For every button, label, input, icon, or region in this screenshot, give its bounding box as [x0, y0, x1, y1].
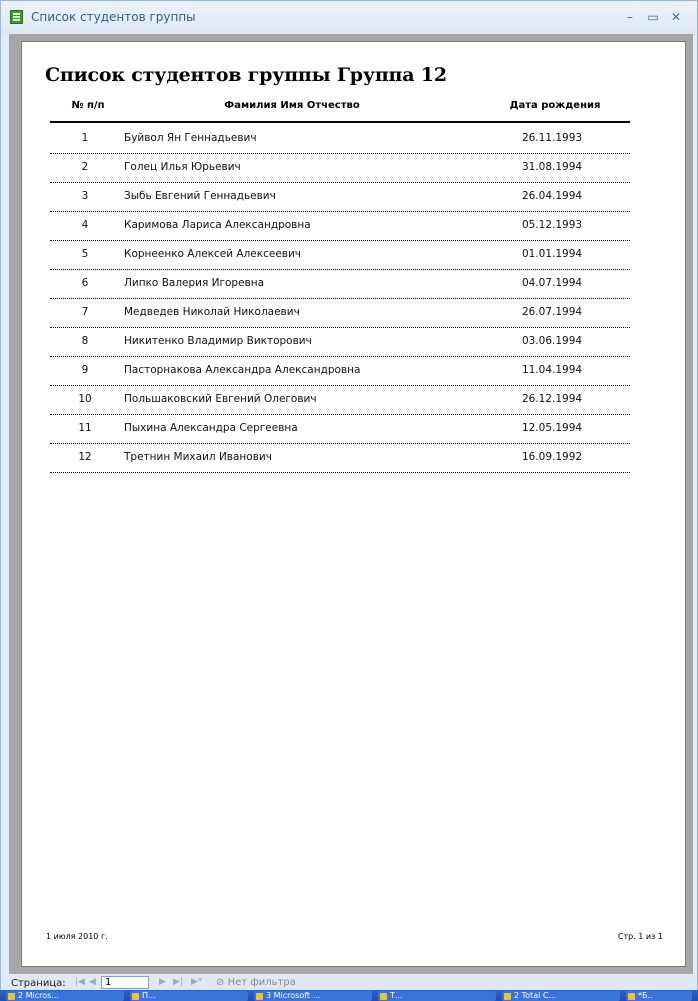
next-page-button[interactable]: ▶ [159, 977, 166, 987]
header-divider [50, 121, 630, 123]
minimize-button[interactable]: – [627, 10, 633, 24]
student-name: Польшаковский Евгений Олегович [124, 393, 317, 405]
row-number: 11 [78, 422, 92, 434]
birth-date: 04.07.1994 [521, 277, 583, 289]
birth-date: 16.09.1992 [521, 451, 583, 463]
student-table [50, 125, 630, 473]
taskbar [0, 990, 698, 1001]
report-footer-date: 1 июля 2010 г. [46, 932, 108, 941]
report-page [21, 41, 686, 967]
birth-date: 05.12.1993 [521, 219, 583, 231]
table-row [50, 415, 630, 444]
report-icon [10, 10, 23, 24]
student-name: Липко Валерия Игоревна [124, 277, 265, 289]
column-header-birthdate: Дата рождения [509, 100, 601, 111]
table-row [50, 357, 630, 386]
student-name: Корнеенко Алексей Алексеевич [124, 248, 301, 260]
row-number: 10 [78, 393, 92, 405]
last-page-button[interactable]: ▶| [173, 977, 183, 987]
filter-label: Нет фильтра [227, 977, 296, 988]
student-name: Пыхина Александра Сергеевна [124, 422, 298, 434]
column-header-name: Фамилия Имя Отчество [224, 100, 360, 111]
column-header-number: № п/п [71, 100, 105, 111]
table-row [50, 270, 630, 299]
first-page-button[interactable]: |◀ [75, 977, 85, 987]
row-number: 4 [81, 219, 89, 231]
table-row [50, 125, 630, 154]
table-row [50, 183, 630, 212]
report-title: Список студентов группы Группа 12 [45, 64, 447, 86]
table-row [50, 212, 630, 241]
row-number: 9 [81, 364, 89, 376]
row-number: 12 [78, 451, 92, 463]
student-name: Каримова Лариса Александровна [124, 219, 311, 231]
taskbar-item[interactable]: 2 Total C... [502, 991, 620, 1001]
row-number: 5 [81, 248, 89, 260]
student-name: Буйвол Ян Геннадьевич [124, 132, 257, 144]
birth-date: 26.07.1994 [521, 306, 583, 318]
table-row [50, 386, 630, 415]
new-record-button[interactable]: ▶* [191, 977, 203, 987]
page-number-input[interactable] [101, 976, 149, 989]
print-preview-area [9, 34, 693, 974]
birth-date: 12.05.1994 [521, 422, 583, 434]
row-number: 1 [81, 132, 89, 144]
row-number: 3 [81, 190, 89, 202]
prev-page-button[interactable]: ◀ [89, 977, 96, 987]
table-row [50, 154, 630, 183]
birth-date: 03.06.1994 [521, 335, 583, 347]
row-number: 2 [81, 161, 89, 173]
window-title: Список студентов группы [31, 10, 196, 24]
taskbar-item[interactable]: 3 Microsoft ... [254, 991, 372, 1001]
birth-date: 26.11.1993 [521, 132, 583, 144]
table-row [50, 444, 630, 473]
table-row [50, 241, 630, 270]
birth-date: 26.12.1994 [521, 393, 583, 405]
title-bar [1, 1, 697, 35]
taskbar-item[interactable]: 2 Micros... [6, 991, 124, 1001]
birth-date: 31.08.1994 [521, 161, 583, 173]
taskbar-item[interactable]: П... [130, 991, 248, 1001]
row-number: 7 [81, 306, 89, 318]
student-name: Третнин Михаил Иванович [124, 451, 272, 463]
filter-status[interactable] [216, 977, 296, 988]
taskbar-item[interactable]: Т... [378, 991, 496, 1001]
birth-date: 11.04.1994 [521, 364, 583, 376]
row-number: 6 [81, 277, 89, 289]
student-name: Голец Илья Юрьевич [124, 161, 241, 173]
taskbar-item[interactable]: *Б.. [626, 991, 692, 1001]
student-name: Зыбь Евгений Геннадьевич [124, 190, 276, 202]
birth-date: 01.01.1994 [521, 248, 583, 260]
maximize-button[interactable]: ▭ [647, 10, 659, 24]
report-footer-page: Стр. 1 из 1 [617, 932, 663, 941]
row-number: 8 [81, 335, 89, 347]
table-row [50, 328, 630, 357]
close-button[interactable]: ✕ [670, 10, 682, 24]
record-navigation-bar [1, 975, 697, 991]
page-label: Страница: [11, 978, 66, 989]
table-row [50, 299, 630, 328]
student-name: Медведев Николай Николаевич [124, 306, 300, 318]
student-name: Пасторнакова Александра Александровна [124, 364, 361, 376]
filter-icon: ⊘ [216, 977, 228, 988]
student-name: Никитенко Владимир Викторович [124, 335, 312, 347]
birth-date: 26.04.1994 [521, 190, 583, 202]
